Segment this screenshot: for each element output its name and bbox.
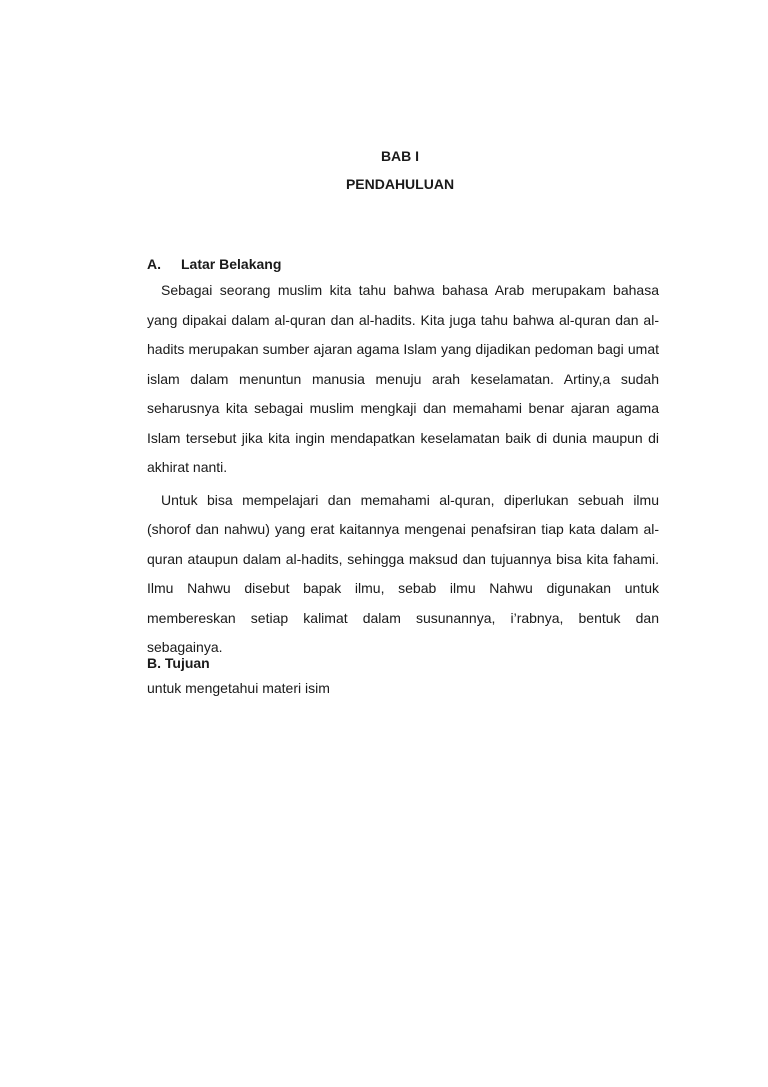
section-heading-b: B. Tujuan [147, 655, 210, 671]
chapter-title: PENDAHULUAN [345, 176, 455, 192]
section-b-body: untuk mengetahui materi isim [147, 680, 330, 696]
section-tujuan [147, 654, 659, 703]
paragraph-2: Untuk bisa mempelajari dan memahami al-quran, diperlukan sebuah ilmu (shorof dan nahwu) yang erat kaitannya mengenai penafsiran tiap kata dalam al-quran ataupun dalam al-hadits, sehingga maksud dan tujuannya bisa kita fahami. Ilmu Nahwu disebut bapak ilmu, sebab ilmu Nahwu digunakan untuk membereskan setiap kalimat dalam susunannya, i’rabnya, bentuk dan sebagainya. [147, 491, 659, 655]
section-heading-a-text: Latar Belakang [181, 256, 282, 272]
section-marker-a: A. [147, 256, 161, 272]
section-heading-a [147, 255, 659, 273]
section-latar-belakang [147, 255, 659, 663]
chapter-number: BAB I [380, 148, 420, 164]
paragraph-1: Sebagai seorang muslim kita tahu bahwa bahasa Arab merupakam bahasa yang dipakai dalam al-quran dan al-hadits. Kita juga tahu bahwa al-quran dan al-hadits merupakan sumber ajaran agama Islam yang dijadikan pedoman bagi umat islam dalam menuntun manusia menuju arah keselamatan. Artiny,a sudah seharusnya kita sebagai muslim mengkaji dan memahami benar ajaran agama Islam tersebut jika kita ingin mendapatkan keselamatan baik di dunia maupun di akhirat nanti. [147, 282, 659, 475]
